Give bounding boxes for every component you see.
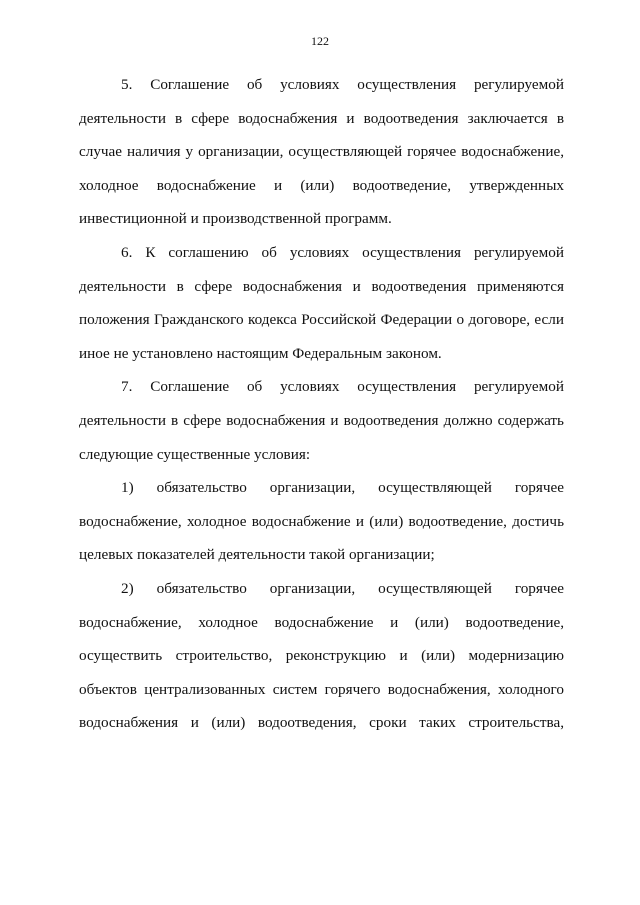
page-number: 122 [311, 34, 329, 48]
paragraph-7 [79, 370, 564, 471]
text-line: иное не установлено настоящим Федеральным законом. [79, 344, 442, 362]
text-line: 6. К соглашению об условиях осуществления регулируемой [121, 243, 564, 261]
paragraph-6 [79, 236, 564, 370]
text-line: 5. Соглашение об условиях осуществления регулируемой [121, 76, 564, 93]
text-line: водоснабжение, холодное водоснабжение и (или) водоотведение, достичь [79, 512, 564, 530]
document-body [79, 68, 564, 740]
text-line: холодное водоснабжение и (или) водоотведение, утвержденных [79, 176, 564, 194]
text-line: водоснабжение, холодное водоснабжение и (или) водоотведение, [79, 613, 564, 631]
text-line: 7. Соглашение об условиях осуществления регулируемой [121, 378, 564, 396]
text-line: 2) обязательство организации, осуществляющей горячее [121, 579, 564, 597]
text-line: деятельности в сфере водоснабжения и водоотведения заключается в [79, 109, 564, 127]
text-line: случае наличия у организации, осуществляющей горячее водоснабжение, [79, 143, 564, 161]
text-line: деятельности в сфере водоснабжения и водоотведения должно содержать [79, 411, 564, 429]
text-line: инвестиционной и производственной программ. [79, 210, 392, 228]
text-line: 1) обязательство организации, осуществляющей горячее [121, 479, 564, 497]
text-line: водоснабжения и (или) водоотведения, сроки таких строительства, [79, 714, 564, 732]
paragraph-7-item-1 [79, 471, 564, 572]
text-line: следующие существенные условия: [79, 445, 311, 463]
paragraph-7-item-2 [79, 572, 564, 740]
text-line: деятельности в сфере водоснабжения и водоотведения применяются [79, 277, 564, 295]
text-line: осуществить строительство, реконструкцию и (или) модернизацию [79, 647, 564, 665]
paragraph-5 [79, 68, 564, 236]
text-line: целевых показателей деятельности такой организации; [79, 546, 435, 564]
text-line: положения Гражданского кодекса Российской Федерации о договоре, если [79, 311, 564, 329]
text-line: объектов централизованных систем горячего водоснабжения, холодного [79, 680, 564, 698]
